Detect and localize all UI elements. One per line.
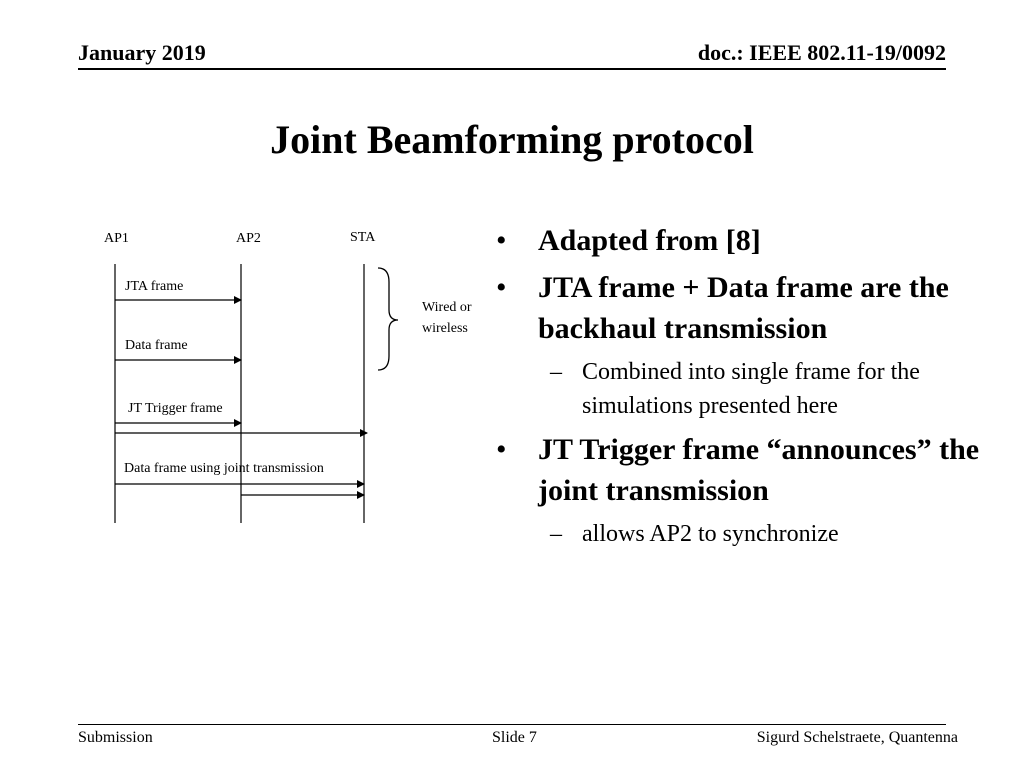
node-label-ap1: AP1 — [104, 231, 129, 246]
header-date: January 2019 — [78, 40, 206, 65]
node-label-sta: STA — [350, 230, 376, 245]
msg-label-jta-frame: JTA frame — [125, 279, 184, 294]
bullet-text: Adapted from [8] — [538, 224, 761, 257]
sub-bullet-text: Combined into single frame for the simulations presented here — [582, 359, 920, 419]
sub-bullet-marker: – — [550, 359, 562, 385]
brace-label-line1: Wired or — [422, 300, 472, 315]
bullet-text: JT Trigger frame “announces” the joint transmission — [538, 433, 980, 507]
sub-bullet-item — [496, 517, 996, 551]
backhaul-brace — [378, 268, 398, 370]
header-doc-id: doc.: IEEE 802.11-19/0092 — [697, 40, 946, 65]
bullet-text: JTA frame + Data frame are the backhaul transmission — [538, 271, 949, 345]
msg-label-jt-trigger: JT Trigger frame — [128, 401, 223, 416]
bullet-marker: • — [496, 271, 507, 304]
bullet-item — [496, 429, 996, 511]
bullet-item — [496, 267, 996, 349]
footer-author: Sigurd Schelstraete, Quantenna — [756, 729, 958, 746]
footer-rule — [78, 724, 946, 725]
brace-label-line2: wireless — [422, 321, 468, 336]
msg-label-data-joint: Data frame using joint transmission — [124, 461, 324, 476]
bullet-marker: • — [496, 224, 507, 257]
footer-submission: Submission — [78, 729, 153, 746]
footer-slide-number: Slide 7 — [492, 729, 537, 746]
bullet-list — [496, 214, 996, 551]
node-label-ap2: AP2 — [236, 231, 261, 246]
slide-title: Joint Beamforming protocol — [270, 117, 754, 162]
sub-bullet-marker: – — [550, 521, 562, 547]
msg-label-data-frame: Data frame — [125, 338, 188, 353]
sub-bullet-text: allows AP2 to synchronize — [582, 521, 839, 547]
sub-bullet-item — [496, 355, 996, 423]
bullet-marker: • — [496, 433, 507, 466]
sequence-diagram — [0, 0, 500, 560]
bullet-item — [496, 220, 996, 261]
